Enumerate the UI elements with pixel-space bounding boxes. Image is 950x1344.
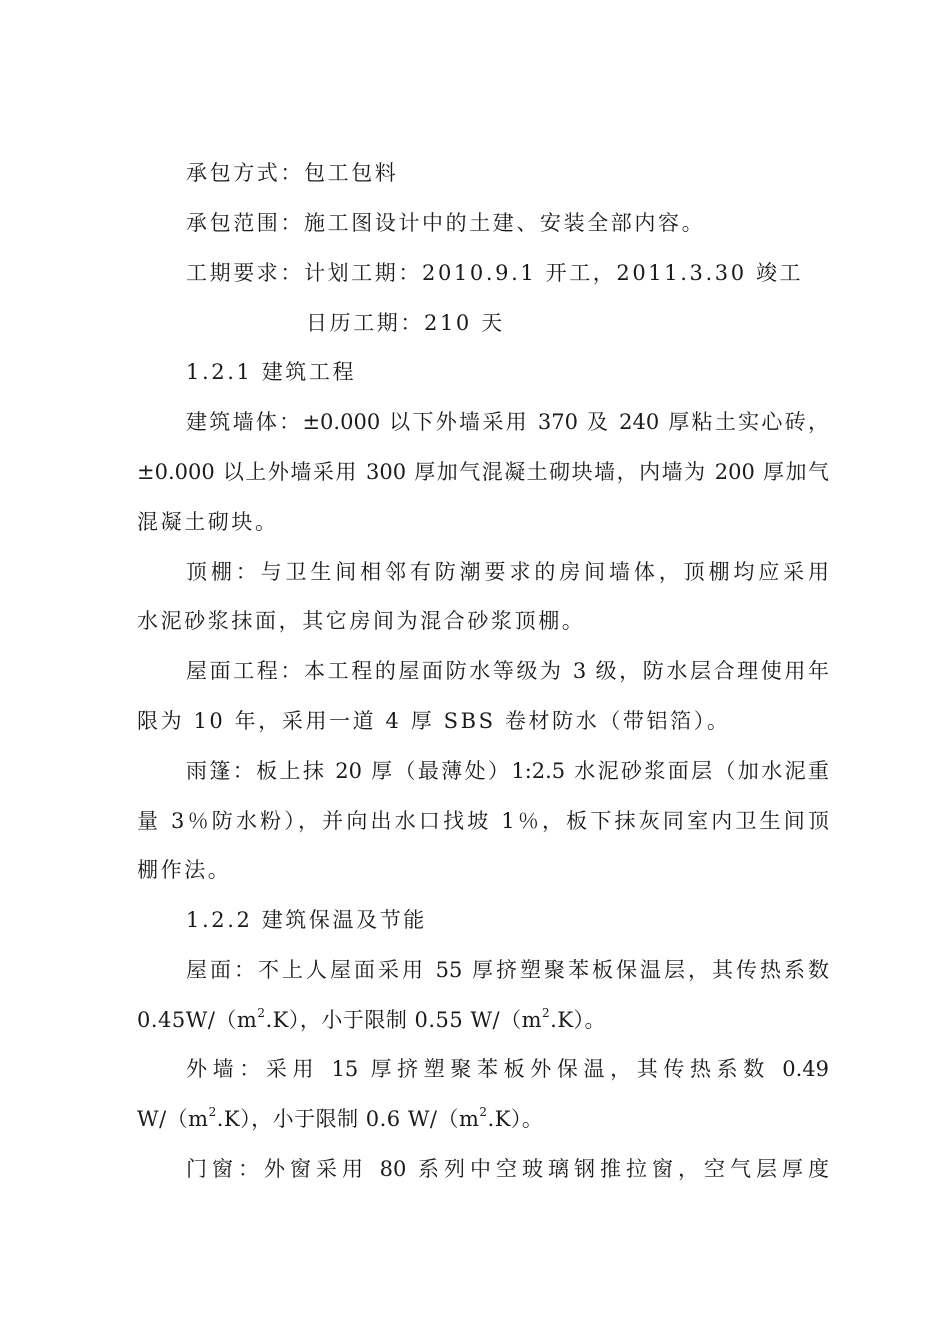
paragraph-canopy-end: 棚作法。 bbox=[137, 858, 232, 882]
paragraph-ceiling: 顶棚：与卫生间相邻有防潮要求的房间墙体，顶棚均应采用 bbox=[186, 560, 829, 584]
paragraph-roof-insulation: 屋面：不上人屋面采用 55 厚挤塑聚苯板保温层，其传热系数 bbox=[186, 958, 829, 982]
paragraph-roofing: 屋面工程：本工程的屋面防水等级为 3 级，防水层合理使用年 bbox=[186, 659, 829, 683]
paragraph-ceiling-end: 水泥砂浆抹面，其它房间为混合砂浆顶棚。 bbox=[137, 609, 586, 633]
paragraph-canopy-cont: 量 3％防水粉），并向出水口找坡 1％，板下抹灰同室内卫生间顶 bbox=[137, 809, 829, 833]
schedule-requirement: 工期要求：计划工期：2010.9.1 开工，2011.3.30 竣工 bbox=[186, 261, 804, 285]
paragraph-roof-insulation-end: $0.45W/(m^2.K)$，小于限制 0.55 $W/(m^2.K)$。 bbox=[137, 1006, 607, 1032]
paragraph-walls-end: 混凝土砌块。 bbox=[137, 510, 279, 534]
calendar-duration: 日历工期：210 天 bbox=[306, 311, 505, 335]
paragraph-canopy: 雨篷：板上抹 20 厚（最薄处）1:2.5 水泥砂浆面层（加水泥重 bbox=[186, 759, 829, 783]
paragraph-roofing-end: 限为 10 年，采用一道 4 厚 SBS 卷材防水（带铝箔）。 bbox=[137, 709, 731, 733]
section-heading-building: 1.2.1 建筑工程 bbox=[186, 360, 357, 384]
paragraph-wall-insulation-end: $W/(m^2.K)$，小于限制 0.6 $W/(m^2.K)$。 bbox=[137, 1105, 544, 1131]
paragraph-windows: 门窗：外窗采用 80 系列中空玻璃钢推拉窗，空气层厚度 bbox=[186, 1157, 829, 1181]
paragraph-wall-insulation: 外墙：采用 15 厚挤塑聚苯板外保温，其传热系数 0.49 bbox=[186, 1057, 829, 1081]
paragraph-walls-cont: ±0.000 以上外墙采用 300 厚加气混凝土砌块墙，内墙为 200 厚加气 bbox=[137, 460, 829, 484]
contract-scope: 承包范围：施工图设计中的土建、安装全部内容。 bbox=[186, 211, 706, 235]
section-heading-insulation: 1.2.2 建筑保温及节能 bbox=[186, 908, 427, 932]
contract-method: 承包方式：包工包料 bbox=[186, 161, 399, 185]
paragraph-walls: 建筑墙体：±0.000 以下外墙采用 370 及 240 厚粘土实心砖， bbox=[186, 410, 829, 434]
